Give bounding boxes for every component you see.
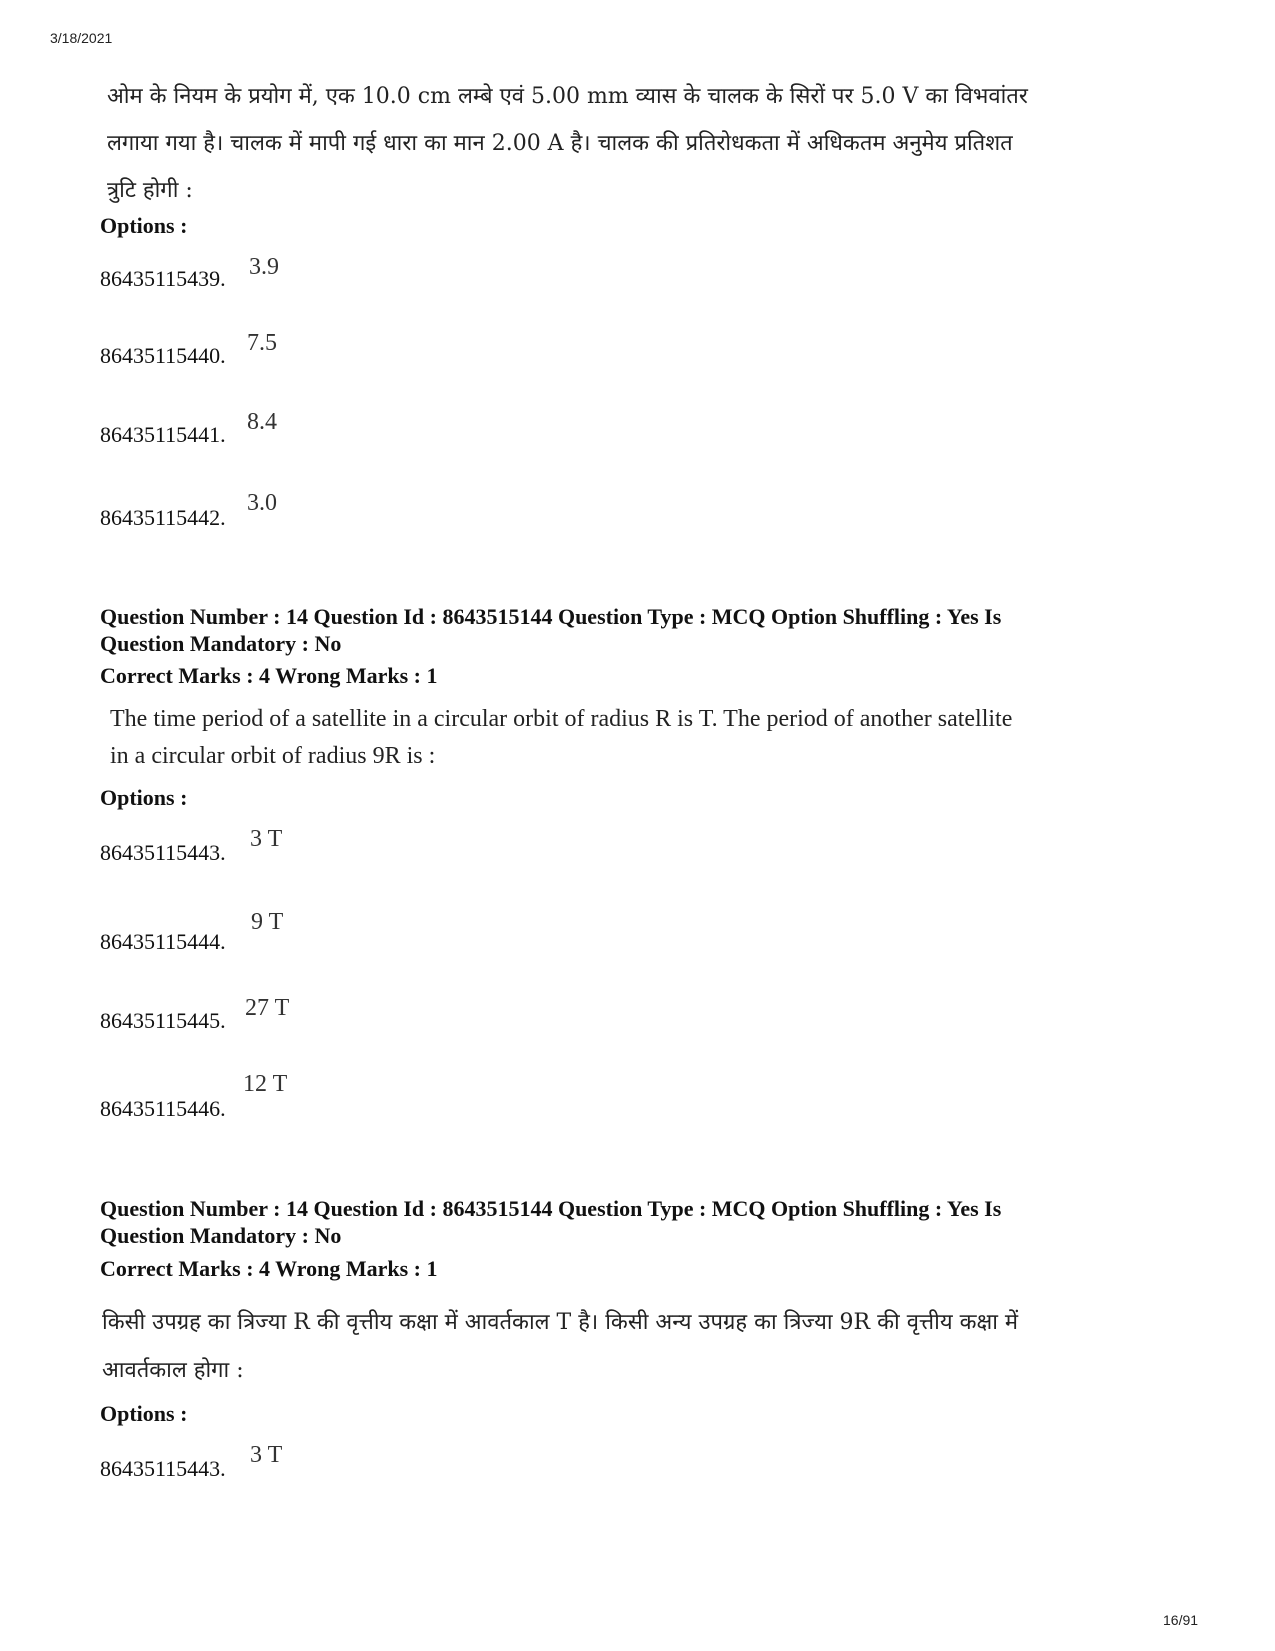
option-value: 3.9: [249, 254, 279, 280]
question-text-line: लगाया गया है। चालक में मापी गई धारा का मान 2.00 A है। चालक की प्रतिरोधकता में अधिकतम अनुमेय प्रतिशत: [107, 131, 1013, 156]
question-text-line: त्रुटि होगी :: [107, 178, 193, 203]
option-value: 8.4: [247, 409, 277, 435]
question-text-line: in a circular orbit of radius 9R is :: [110, 743, 436, 769]
question-text-line: आवर्तकाल होगा :: [102, 1358, 244, 1383]
options-label: Options :: [100, 213, 188, 238]
option-value: 7.5: [247, 330, 277, 356]
question-text-line: ओम के नियम के प्रयोग में, एक 10.0 cm लम्बे एवं 5.00 mm व्यास के चालक के सिरों पर 5.0 V का विभवांतर: [107, 84, 1028, 109]
option-value: 3 T: [250, 1442, 283, 1468]
option-id: 86435115440.: [100, 343, 226, 368]
option-id: 86435115444.: [100, 929, 226, 954]
marks-line: Correct Marks : 4 Wrong Marks : 1: [100, 1256, 438, 1281]
option-id: 86435115439.: [100, 266, 226, 291]
marks-line: Correct Marks : 4 Wrong Marks : 1: [100, 663, 438, 688]
option-id: 86435115442.: [100, 505, 226, 530]
options-label: Options :: [100, 1401, 188, 1426]
option-value: 3.0: [247, 490, 277, 516]
question-meta-line: Question Mandatory : No: [100, 631, 342, 656]
print-date: 3/18/2021: [50, 30, 113, 46]
question-text-line: किसी उपग्रह का त्रिज्या R की वृत्तीय कक्षा में आवर्तकाल T है। किसी अन्य उपग्रह का त्रिज्या 9R की वृत्तीय कक्षा में: [102, 1310, 1019, 1335]
question-meta-line: Question Mandatory : No: [100, 1223, 342, 1248]
option-id: 86435115441.: [100, 422, 226, 447]
option-value: 9 T: [251, 909, 284, 935]
option-id: 86435115446.: [100, 1096, 226, 1121]
option-value: 3 T: [250, 826, 283, 852]
question-meta-line: Question Number : 14 Question Id : 8643515144 Question Type : MCQ Option Shuffling : Yes Is: [100, 1196, 1002, 1221]
page-number: 16/91: [1163, 1612, 1199, 1628]
option-id: 86435115443.: [100, 1456, 226, 1481]
option-value: 27 T: [245, 995, 290, 1021]
question-meta-line: Question Number : 14 Question Id : 8643515144 Question Type : MCQ Option Shuffling : Yes Is: [100, 604, 1002, 629]
option-id: 86435115445.: [100, 1008, 226, 1033]
question-text-line: The time period of a satellite in a circular orbit of radius R is T. The period of another satellite: [110, 706, 1013, 732]
options-label: Options :: [100, 785, 188, 810]
option-value: 12 T: [243, 1071, 288, 1097]
option-id: 86435115443.: [100, 840, 226, 865]
